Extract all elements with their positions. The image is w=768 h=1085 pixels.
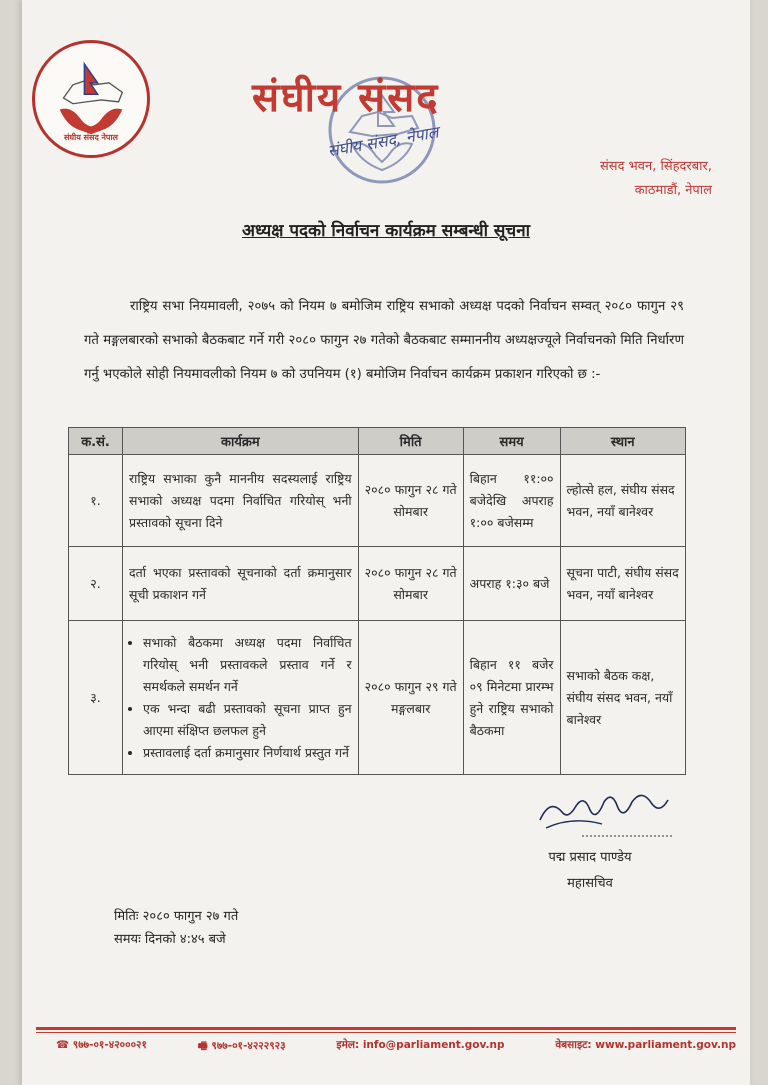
parliament-logo [32, 40, 150, 158]
col-header-place: स्थान [560, 428, 685, 455]
footer-website[interactable]: वेबसाइट: www.parliament.gov.np [555, 1039, 736, 1051]
table-row [69, 621, 686, 775]
row-number: १. [69, 455, 123, 547]
footer-email[interactable]: इमेल: info@parliament.gov.np [336, 1039, 505, 1051]
address-line-1: संसद भवन, सिंहदरबार, [600, 159, 712, 174]
program-list-item: • सभाको बैठकमा अध्यक्ष पदमा निर्वाचित गरियोस् भनी प्रस्तावकले प्रस्ताव गर्ने र समर्थकले समर्थन गर्ने [143, 632, 352, 698]
col-header-time: समय [463, 428, 560, 455]
row-date: २०८० फागुन २९ गते मङ्गलबार [358, 621, 463, 775]
watermark-caption: संघीय संसद, नेपाल [326, 122, 440, 161]
issue-date: मितिः २०८० फागुन २७ गते [114, 909, 239, 924]
footer-phone: ☎ ९७७-०१-४२०००२१ [56, 1039, 147, 1051]
signatory-name: पद्म प्रसाद पाण्डेय [548, 850, 632, 865]
program-list [129, 632, 352, 764]
footer-divider [36, 1027, 736, 1030]
notice-sheet [22, 0, 750, 1085]
row-number: २. [69, 547, 123, 621]
table-row [69, 455, 686, 547]
row-program: राष्ट्रिय सभाका कुनै माननीय सदस्यलाई राष्ट्रिय सभाको अध्यक्ष पदमा निर्वाचित गरियोस् भनी प्रस्तावको सूचना दिने [123, 455, 359, 547]
notice-title: अध्यक्ष पदको निर्वाचन कार्यक्रम सम्बन्धी सूचना [242, 221, 531, 241]
program-list-item: • प्रस्तावलाई दर्ता क्रमानुसार निर्णयार्थ प्रस्तुत गर्ने [143, 742, 352, 764]
signatory-designation: महासचिव [567, 876, 613, 891]
row-date: २०८० फागुन २८ गते सोमबार [358, 455, 463, 547]
row-time: बिहान ११ बजेर ०९ मिनेटमा प्रारम्भ हुने राष्ट्रिय सभाको बैठकमा [463, 621, 560, 775]
row-place: सभाको बैठक कक्ष, संघीय संसद भवन, नयाँ बानेश्वर [560, 621, 685, 775]
col-header-date: मिति [358, 428, 463, 455]
col-header-number: क.सं. [69, 428, 123, 455]
address-line-2: काठमाडौं, नेपाल [634, 183, 712, 198]
row-time: बिहान ११:०० बजेदेखि अपराह १:०० बजेसम्म [463, 455, 560, 547]
signatory-block [520, 845, 660, 897]
footer-divider-thin [36, 1032, 736, 1033]
row-time: अपराह १:३० बजे [463, 547, 560, 621]
footer-fax: 🖷 ९७७-०१-४२२२९२३ [197, 1040, 286, 1052]
row-program [123, 621, 359, 775]
row-date: २०८० फागुन २८ गते सोमबार [358, 547, 463, 621]
col-header-program: कार्यक्रम [123, 428, 359, 455]
page-title: संघीय संसद [252, 75, 440, 121]
row-program: दर्ता भएका प्रस्तावको सूचनाको दर्ता क्रमानुसार सूची प्रकाशन गर्ने [123, 547, 359, 621]
footer [56, 1038, 736, 1056]
office-address [600, 155, 712, 203]
intro-text: राष्ट्रिय सभा नियमावली, २०७५ को नियम ७ बमोजिम राष्ट्रिय सभाको अध्यक्ष पदको निर्वाचन सम्वत् २०८० फागुन २९ गते मङ्गलबारको सभाको बैठकबाट गर्ने गरी २०८० फागुन २७ गतेको बैठकबाट सम्माननीय अध्यक्षज्यूले निर्वाचनको मिति निर्धारण गर्नु भएकोले सोही नियमावलीको नियम ७ को उपनियम (१) बमोजिम निर्वाचन कार्यक्रम प्रकाशन गरिएको छ :- [84, 299, 684, 382]
logo-caption: संघीय संसद नेपाल [64, 133, 118, 142]
table-row [69, 547, 686, 621]
program-list-item: • एक भन्दा बढी प्रस्तावको सूचना प्राप्त हुन आएमा संक्षिप्त छलफल हुने [143, 698, 352, 742]
row-number: ३. [69, 621, 123, 775]
row-place: ल्होत्से हल, संघीय संसद भवन, नयाँ बानेश्वर [560, 455, 685, 547]
notice-intro [84, 290, 684, 392]
row-place: सूचना पाटी, संघीय संसद भवन, नयाँ बानेश्वर [560, 547, 685, 621]
issue-time: समयः दिनको ४:४५ बजे [114, 932, 226, 947]
issue-info [114, 905, 238, 951]
table-header-row [69, 428, 686, 455]
schedule-table [68, 427, 686, 775]
signature-icon [532, 780, 672, 840]
